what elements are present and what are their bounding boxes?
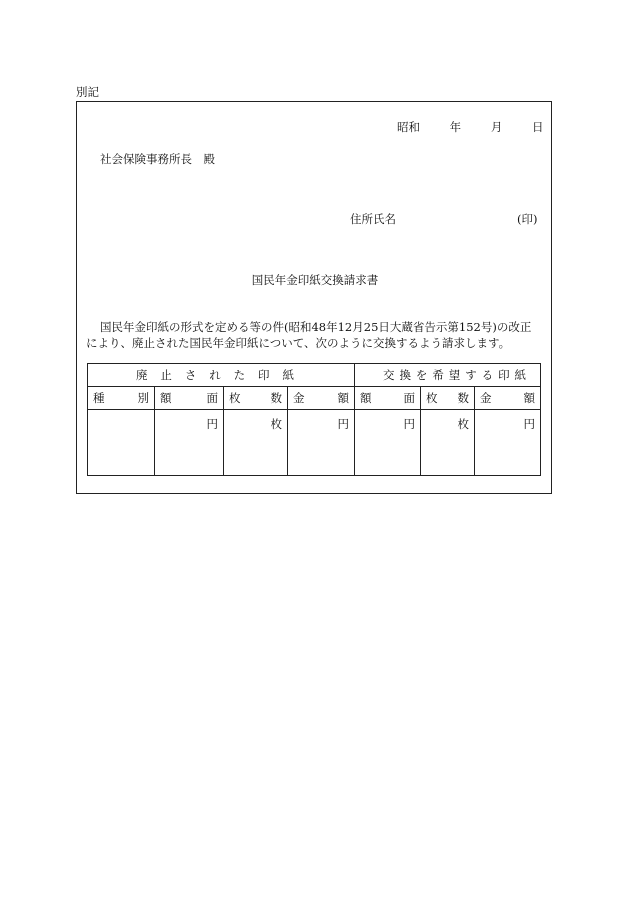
month-label: 月 — [490, 120, 503, 134]
body-line-2: により、廃止された国民年金印紙について、次のように交換するよう請求します。 — [86, 336, 511, 350]
col-new-count: 枚 数 — [421, 387, 475, 410]
body-line-1: 国民年金印紙の形式を定める等の件(昭和48年12月25日大蔵省告示第152号)の改正 — [100, 320, 532, 334]
date-line — [397, 119, 543, 135]
unit-sheets: 枚 — [270, 417, 282, 431]
cell-type[interactable] — [88, 410, 155, 476]
unit-yen: 円 — [523, 417, 536, 431]
document-title: 国民年金印紙交換請求書 — [251, 273, 379, 287]
exchange-table — [87, 363, 541, 476]
day-label: 日 — [531, 120, 544, 134]
col-new-amount: 金 額 — [475, 387, 541, 410]
cell-amount[interactable] — [288, 410, 355, 476]
cell-new-face-value[interactable] — [355, 410, 421, 476]
cell-count[interactable] — [224, 410, 288, 476]
col-count: 枚 数 — [224, 387, 288, 410]
header-requested-stamps: 交 換 を 希 望 す る 印 紙 — [355, 364, 541, 387]
cell-new-count[interactable] — [421, 410, 475, 476]
era-label: 昭和 — [397, 120, 420, 134]
col-amount: 金 額 — [288, 387, 355, 410]
unit-yen: 円 — [337, 417, 349, 431]
unit-yen: 円 — [403, 417, 415, 431]
col-new-face-value: 額 面 — [355, 387, 421, 410]
unit-yen: 円 — [206, 417, 218, 431]
cell-face-value[interactable] — [155, 410, 224, 476]
year-label: 年 — [449, 120, 462, 134]
heading: 別記 — [76, 85, 99, 99]
cell-new-amount[interactable] — [475, 410, 541, 476]
unit-sheets: 枚 — [457, 417, 469, 431]
addressee: 社会保険事務所長 殿 — [100, 152, 215, 166]
col-type: 種 別 — [88, 387, 155, 410]
col-face-value: 額 面 — [155, 387, 224, 410]
signature-label: 住所氏名 — [350, 212, 396, 226]
header-abolished-stamps: 廃 止 さ れ た 印 紙 — [88, 364, 355, 387]
seal-mark: (印) — [517, 212, 538, 226]
